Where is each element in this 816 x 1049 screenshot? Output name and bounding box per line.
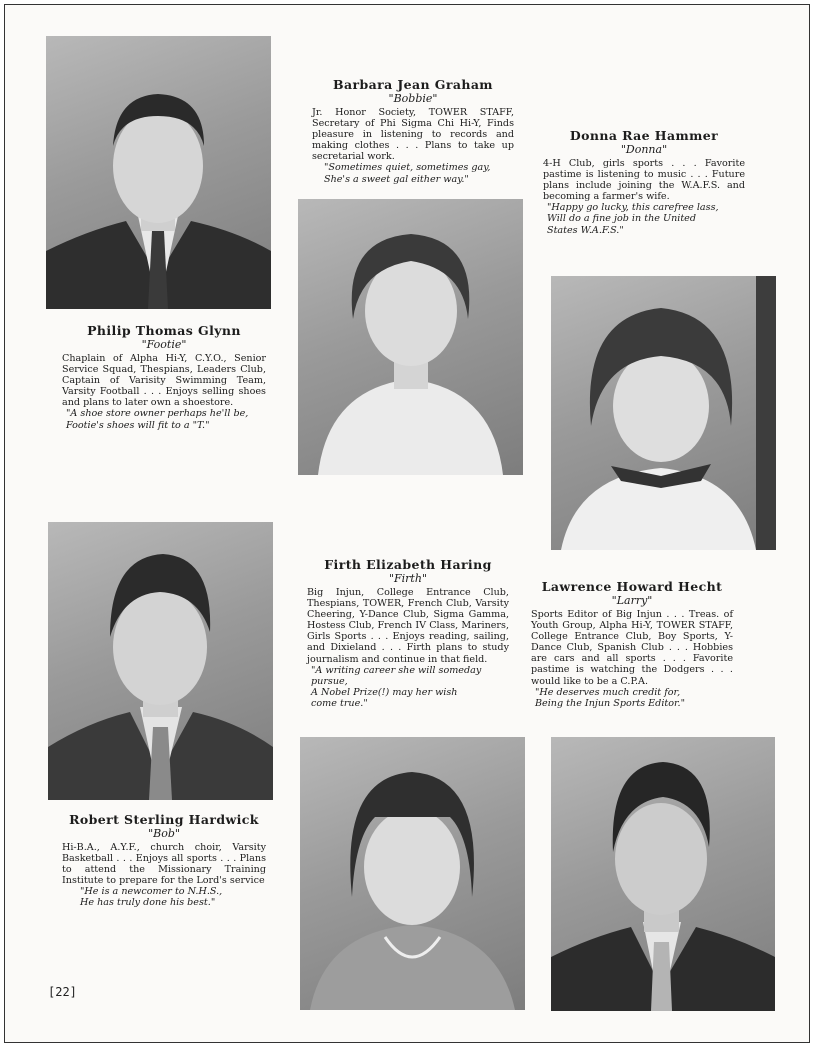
portrait-philip-glynn <box>46 36 271 309</box>
student-nickname: "Firth" <box>388 572 428 585</box>
student-name: Lawrence Howard Hecht <box>541 579 723 594</box>
student-activities: Jr. Honor Society, TOWER STAFF, Secretary of Phi Sigma Chi Hi-Y, Finds pleasure in listening to records and making clothes . . . Plans to take up secretarial work. <box>312 107 514 163</box>
bio-philip-glynn <box>62 323 266 431</box>
portrait-robert-hardwick <box>48 522 273 800</box>
student-name: Firth Elizabeth Haring <box>324 557 492 572</box>
student-nickname: "Larry" <box>611 594 653 607</box>
student-activities: Hi-B.A., A.Y.F., church choir, Varsity Basketball . . . Enjoys all sports . . . Plans to attend the Missionary Training Institute to prepare for the Lord's service <box>62 842 266 887</box>
bio-firth-haring <box>307 557 509 709</box>
student-name: Philip Thomas Glynn <box>87 323 241 338</box>
student-nickname: "Bobbie" <box>388 92 438 105</box>
student-quote: "Sometimes quiet, sometimes gay, She's a sweet gal either way." <box>324 162 491 185</box>
student-name: Robert Sterling Hardwick <box>69 812 259 827</box>
student-nickname: "Donna" <box>620 143 668 156</box>
student-activities: Big Injun, College Entrance Club, Thespians, TOWER, French Club, Varsity Cheering, Y-Dance Club, Sigma Gamma, Hostess Club, French IV Class, Mariners, Girls Sports . . . Enjoys reading, sailing, and Dixieland . . . Firth plans to study journalism and continue in that field. <box>307 587 509 665</box>
student-activities: 4-H Club, girls sports . . . Favorite pastime is listening to music . . . Future plans include joining the W.A.F.S. and becoming a farmer's wife. <box>543 158 745 203</box>
portrait-firth-haring <box>300 737 525 1010</box>
student-quote: "He deserves much credit for, Being the Injun Sports Editor." <box>535 686 686 709</box>
student-activities: Chaplain of Alpha Hi-Y, C.Y.O., Senior Service Squad, Thespians, Leaders Club, Captain of Varisity Swimming Team, Varsity Football . . . Enjoys selling shoes and plans to later own a shoestore. <box>62 353 266 409</box>
student-quote: "Happy go lucky, this carefree lass, Will do a fine job in the United States W.A.F.S." <box>547 202 719 236</box>
student-nickname: "Footie" <box>141 338 187 351</box>
student-quote: "He is a newcomer to N.H.S., He has truly done his best." <box>80 886 223 909</box>
portrait-donna-hammer <box>551 276 776 550</box>
bio-donna-hammer <box>543 128 745 236</box>
portrait-barbara-graham <box>298 199 523 475</box>
portrait-lawrence-hecht <box>551 737 775 1011</box>
student-quote: "A shoe store owner perhaps he'll be, Footie's shoes will fit to a "T." <box>66 408 249 431</box>
bio-barbara-graham <box>312 77 514 185</box>
student-activities: Sports Editor of Big Injun . . . Treas. of Youth Group, Alpha Hi-Y, TOWER STAFF, College Entrance Club, Boy Sports, Y-Dance Club, Spanish Club . . . Hobbies are cars and all sports . . . Favorite pastime is watching the Dodgers . . . would like to be a C.P.A. <box>531 609 733 687</box>
bio-lawrence-hecht <box>531 579 733 709</box>
page-number: [22] <box>48 985 77 999</box>
student-name: Barbara Jean Graham <box>333 77 493 92</box>
student-quote: "A writing career she will someday pursue, A Nobel Prize(!) may her wish come true." <box>311 664 482 709</box>
bio-robert-hardwick <box>62 812 266 909</box>
student-nickname: "Bob" <box>148 827 180 840</box>
student-name: Donna Rae Hammer <box>569 128 719 143</box>
